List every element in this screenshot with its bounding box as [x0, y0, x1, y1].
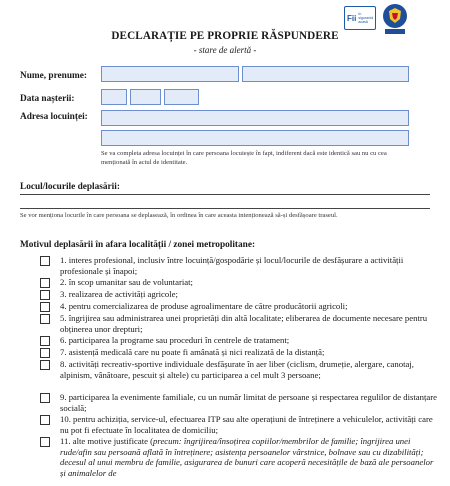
reason-option-4[interactable]: 4. pentru comercializarea de produse agroalimentare de către producătorii agricoli;	[46, 301, 438, 312]
checkbox[interactable]	[40, 314, 50, 324]
reason-option-5[interactable]: 5. îngrijirea sau administrarea unei proprietăți din altă localitate; eliberarea de documente necesare pentru obținerea unor drepturi;	[46, 313, 438, 334]
reasons-title: Motivul deplasării în afara localității / zonei metropolitane:	[20, 240, 256, 250]
reason-option-8[interactable]: 8. activități recreativ-sportive individuale desfășurate în aer liber (ciclism, drumeție, alergare, canotaj, alpinism, vânătoare, pescuit și altele) cu participarea a cel mult 3 persoane;	[46, 359, 438, 380]
reason-option-2[interactable]: 2. în scop umanitar sau de voluntariat;	[46, 277, 438, 288]
birth-year-field[interactable]	[164, 89, 199, 105]
address-label: Adresa locuinței:	[20, 112, 88, 122]
reason-11-prefix: 11. alte motive justificate (	[60, 436, 154, 446]
checkbox[interactable]	[40, 336, 50, 346]
checkbox[interactable]	[40, 393, 50, 403]
badge-small-text-2: acasă	[358, 20, 368, 24]
checkbox[interactable]	[40, 290, 50, 300]
reason-option-6[interactable]: 6. participarea la programe sau proceduri în centrele de tratament;	[46, 335, 438, 346]
destinations-label: Locul/locurile deplasării:	[20, 182, 120, 192]
reason-option-1[interactable]: 1. interes profesional, inclusiv între locuință/gospodărie și locul/locurile de desfășurare a activității profesionale și înapoi;	[46, 255, 438, 276]
last-name-field[interactable]	[101, 66, 239, 82]
reason-option-7[interactable]: 7. asistență medicală care nu poate fi amânată și nici realizată de la distanță;	[46, 347, 438, 358]
destinations-input-line[interactable]	[20, 208, 430, 209]
reason-11-details: precum: îngrijirea/însoțirea copiilor/membrilor de familie; îngrijirea unei rude/afin sau persoană aflată în întreținere; asistența persoanelor vârstnice, bolnave sau cu dizabilități; decesul al unui membru de familie, asigurarea de bunuri care acoperă necesitățile de bază ale persoanelor și animalelor de	[60, 436, 434, 478]
destinations-note: Se vor menționa locurile în care persoana se deplasează, în ordinea în care aceasta intenționează să-și desfășoare traseul.	[20, 212, 338, 219]
checkbox[interactable]	[40, 302, 50, 312]
address-note: Se va completa adresa locuinței în care persoana locuiește în fapt, indiferent dacă este identică sau nu cu cea menționată în actul de identitate.	[101, 150, 387, 166]
birth-month-field[interactable]	[130, 89, 161, 105]
first-name-field[interactable]	[242, 66, 409, 82]
address-field-line-1[interactable]	[101, 110, 409, 126]
destinations-input-line[interactable]	[20, 194, 430, 195]
address-field-line-2[interactable]	[101, 130, 409, 146]
page-subtitle: - stare de alertă -	[193, 45, 257, 55]
reason-option-11[interactable]	[46, 436, 438, 478]
birth-day-field[interactable]	[101, 89, 127, 105]
reason-option-10[interactable]: 10. pentru achiziția, service-ul, efectuarea ITP sau alte operațiuni de întreținere a vehiculelor, activități care nu pot fi efectuate în localitatea de domiciliu;	[46, 414, 438, 435]
reason-option-9[interactable]: 9. participarea la evenimente familiale, cu un număr limitat de persoane și respectarea regulilor de distanțare socială;	[46, 392, 438, 413]
badge-small-text-1: în siguranță	[358, 12, 374, 20]
checkbox[interactable]	[40, 415, 50, 425]
badge-main-text: Fii	[347, 13, 357, 23]
birth-date-label: Data nașterii:	[20, 94, 75, 104]
name-label: Nume, prenume:	[20, 71, 87, 81]
checkbox[interactable]	[40, 360, 50, 370]
reason-option-3[interactable]: 3. realizarea de activități agricole;	[46, 289, 438, 300]
checkbox[interactable]	[40, 437, 50, 447]
checkbox[interactable]	[40, 278, 50, 288]
checkbox[interactable]	[40, 348, 50, 358]
page-title: DECLARAȚIE PE PROPRIE RĂSPUNDERE	[111, 30, 339, 42]
stay-safe-badge	[344, 6, 376, 30]
checkbox[interactable]	[40, 256, 50, 266]
